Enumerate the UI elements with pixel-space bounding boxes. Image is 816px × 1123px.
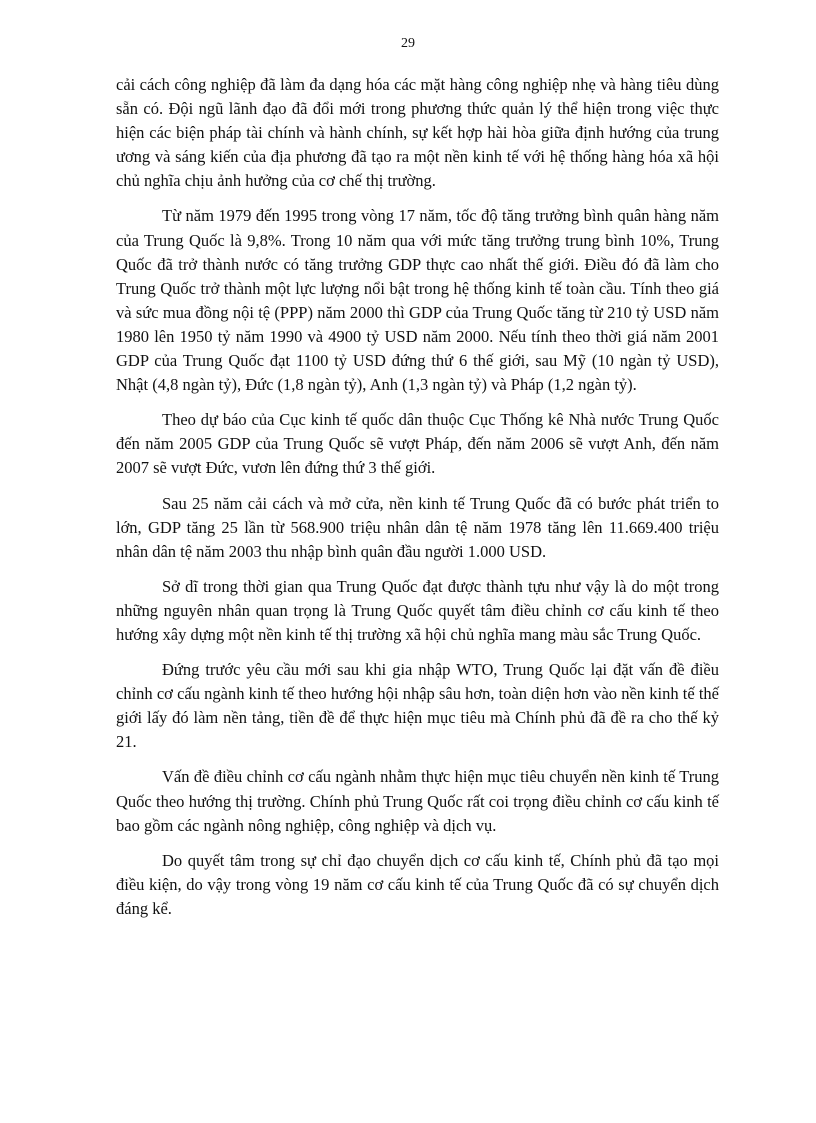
paragraph-structural-shift: Do quyết tâm trong sự chỉ đạo chuyển dịch cơ cấu kinh tế, Chính phủ đã tạo mọi điều kiện, do vậy trong vòng 19 năm cơ cấu kinh tế của Trung Quốc đã có sự chuyển dịch đáng kể. xyxy=(116,850,719,918)
paragraph-sector-adjustment: Vấn đề điều chỉnh cơ cấu ngành nhằm thực hiện mục tiêu chuyển nền kinh tế Trung Quốc theo hướng thị trường. Chính phủ Trung Quốc rất coi trọng điều chỉnh cơ cấu kinh tế bao gồm các ngành nông nghiệp, công nghiệp và dịch vụ. xyxy=(116,767,719,835)
paragraph-achievement-reasons: Sở dĩ trong thời gian qua Trung Quốc đạt được thành tựu như vậy là do một trong những nguyên nhân quan trọng là Trung Quốc quyết tâm điều chỉnh cơ cấu kinh tế theo hướng xây dựng một nền kinh tế thị trường xã hội chủ nghĩa mang màu sắc Trung Quốc. xyxy=(116,576,719,644)
paragraph-continuation: cải cách công nghiệp đã làm đa dạng hóa các mặt hàng công nghiệp nhẹ và hàng tiêu dùng sẵn có. Đội ngũ lãnh đạo đã đổi mới trong phương thức quản lý thể hiện trong việc thực hiện các biện pháp tài chính và hành chính, sự kết hợp hài hòa giữa định hướng của trung ương và sáng kiến của địa phương đã tạo ra một nền kinh tế với hệ thống hàng hóa xã hội chủ nghĩa chịu ảnh hưởng của cơ chế thị trường. xyxy=(116,75,719,191)
page-number: 29 xyxy=(401,36,415,51)
paragraph-growth-statistics: Từ năm 1979 đến 1995 trong vòng 17 năm, tốc độ tăng trưởng bình quân hàng năm của Trung Quốc là 9,8%. Trong 10 năm qua với mức tăng trưởng trung bình 10%, Trung Quốc đã trở thành nước có tăng trưởng GDP thực cao nhất thế giới. Điều đó đã làm cho Trung Quốc trở thành một lực lượng nổi bật trong hệ thống kinh tế toàn cầu. Tính theo giá và sức mua đồng nội tệ (PPP) năm 2000 thì GDP của Trung Quốc tăng từ 210 tỷ USD năm 1980 lên 1950 tỷ năm 1990 và 4900 tỷ USD năm 2000. Nếu tính theo thời giá năm 2001 GDP của Trung Quốc đạt 1100 tỷ USD đứng thứ 6 thế giới, sau Mỹ (10 ngàn tỷ USD), Nhật (4,8 ngàn tỷ), Đức (1,8 ngàn tỷ), Anh (1,3 ngàn tỷ) và Pháp (1,2 ngàn tỷ). xyxy=(116,206,719,395)
paragraph-wto-adjustment: Đứng trước yêu cầu mới sau khi gia nhập WTO, Trung Quốc lại đặt vấn đề điều chỉnh cơ cấu ngành kinh tế theo hướng hội nhập sâu hơn, toàn diện hơn vào nền kinh tế thế giới lấy đó làm nền tảng, tiền đề để thực hiện mục tiêu mà Chính phủ đã đề ra cho thế kỷ 21. xyxy=(116,660,719,752)
paragraph-reform-results: Sau 25 năm cải cách và mở cửa, nền kinh tế Trung Quốc đã có bước phát triển to lớn, GDP tăng 25 lần từ 568.900 triệu nhân dân tệ năm 1978 tăng lên 11.669.400 triệu nhân dân tệ năm 2003 thu nhập bình quân đầu người 1.000 USD. xyxy=(116,493,719,561)
body-text xyxy=(116,73,719,932)
paragraph-gdp-forecast: Theo dự báo của Cục kinh tế quốc dân thuộc Cục Thống kê Nhà nước Trung Quốc đến năm 2005 GDP của Trung Quốc sẽ vượt Pháp, đến năm 2006 sẽ vượt Anh, đến năm 2007 sẽ vượt Đức, vươn lên đứng thứ 3 thế giới. xyxy=(116,410,719,478)
